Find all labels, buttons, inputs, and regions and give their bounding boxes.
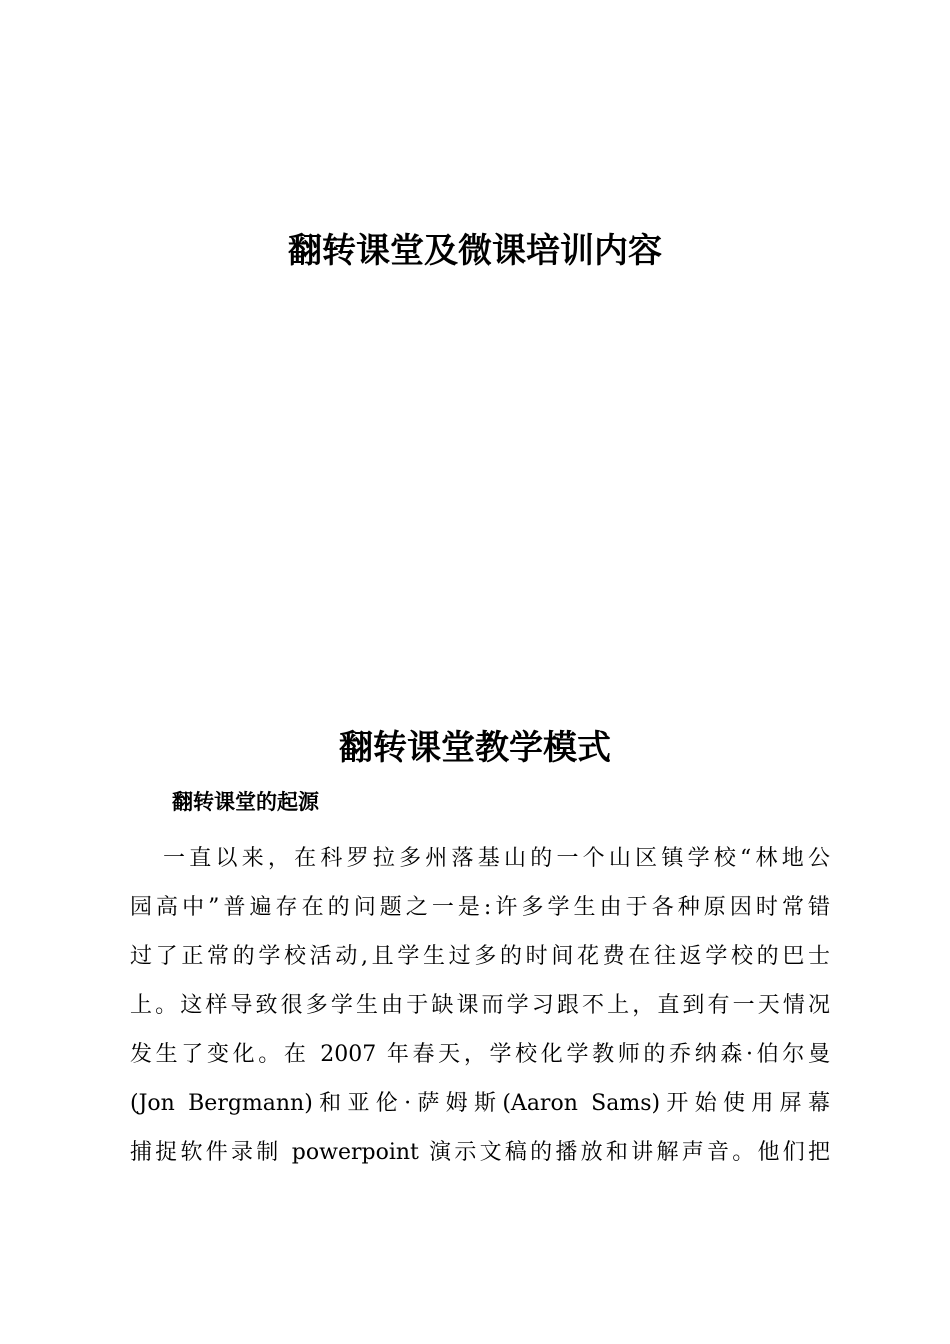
section-title: 翻转课堂教学模式 — [339, 728, 611, 768]
paragraph-line: 一直以来，在科罗拉多州落基山的一个山区镇学校“林地公 — [163, 846, 830, 871]
paragraph-line: 发生了变化。在 2007 年春天，学校化学教师的乔纳森·伯尔曼 — [130, 1042, 830, 1067]
paragraph-line: 上。这样导致很多学生由于缺课而学习跟不上，直到有一天情况 — [130, 993, 830, 1018]
paragraph-line: 捕捉软件录制 powerpoint 演示文稿的播放和讲解声音。他们把 — [130, 1140, 830, 1165]
body-paragraph — [130, 834, 830, 1177]
subheading: 翻转课堂的起源 — [172, 790, 319, 814]
document-title: 翻转课堂及微课培训内容 — [288, 231, 662, 271]
paragraph-line: 过了正常的学校活动,且学生过多的时间花费在往返学校的巴士 — [130, 944, 830, 969]
paragraph-line: (Jon Bergmann)和亚伦·萨姆斯(Aaron Sams)开始使用屏幕 — [130, 1091, 830, 1116]
paragraph-line: 园高中”普遍存在的问题之一是:许多学生由于各种原因时常错 — [130, 895, 830, 920]
